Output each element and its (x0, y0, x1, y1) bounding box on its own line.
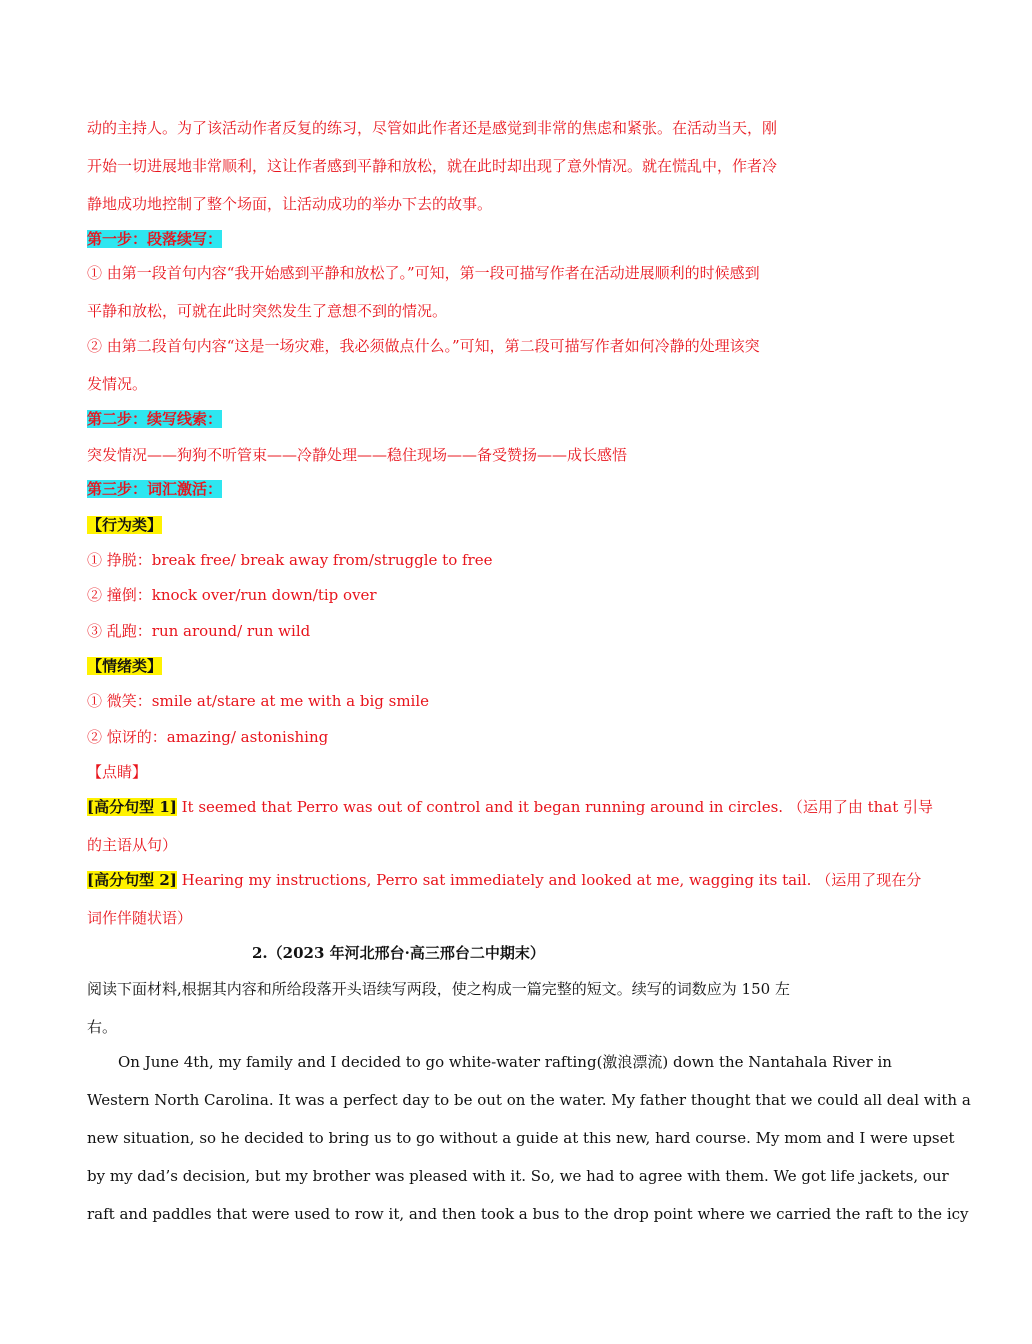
sentence2-label: [高分句型 2] (87, 871, 177, 889)
emotion-item-1: ① 微笑：smile at/stare at me with a big smile (87, 692, 430, 710)
step1-heading-row (87, 229, 867, 249)
sentence1-line2: 的主语从句） (87, 836, 178, 854)
step1-point1-line1: ① 由第一段首句内容“我开始感到平静和放松了。”可知，第一段可描写作者在活动进展顺利的时候感到 (87, 264, 760, 282)
sentence2-line2: 词作伴随状语） (87, 909, 193, 927)
step1-heading: 第一步：段落续写： (87, 230, 223, 248)
passage-line-2: Western North Carolina. It was a perfect day to be out on the water. My father thought that we could all deal with a (87, 1091, 971, 1109)
sentence1-label: [高分句型 1] (87, 798, 177, 816)
emotion-tag: 【情绪类】 (87, 657, 163, 675)
emotion-tag-row (87, 656, 867, 676)
step3-heading: 第三步：词汇激活： (87, 480, 223, 498)
behavior-item-3: ③ 乱跑：run around/ run wild (87, 622, 311, 640)
step2-heading-row (87, 409, 867, 429)
question2-instruction-line2: 右。 (87, 1018, 118, 1036)
passage-line-4: by my dad’s decision, but my brother was pleased with it. So, we had to agree with them. We got life jackets, our (87, 1167, 949, 1185)
sentence1-line1 (87, 797, 934, 817)
question2-title: 2.（2023 年河北邢台·高三邢台二中期末） (252, 944, 545, 962)
step1-point2-line2: 发情况。 (87, 375, 148, 393)
behavior-item-1: ① 挣脱：break free/ break away from/struggle to free (87, 551, 493, 569)
sentence2-line1 (87, 870, 922, 890)
behavior-tag: 【行为类】 (87, 516, 163, 534)
passage-line-3: new situation, so he decided to bring us to go without a guide at this new, hard course. My mom and I were upset (87, 1129, 955, 1147)
step1-point1-line2: 平静和放松，可就在此时突然发生了意想不到的情况。 (87, 302, 448, 320)
highlight-tag: 【点睛】 (87, 763, 148, 781)
passage-line-5: raft and paddles that were used to row it, and then took a bus to the drop point where we carried the raft to the icy (87, 1205, 969, 1223)
passage-line-1: On June 4th, my family and I decided to go white-water rafting(激浪漂流) down the Nantahala River in (118, 1053, 892, 1071)
question2-instruction-line1: 阅读下面材料,根据其内容和所给段落开头语续写两段，使之构成一篇完整的短文。续写的词数应为 150 左 (87, 980, 790, 998)
summary-line-1: 动的主持人。为了该活动作者反复的练习，尽管如此作者还是感觉到非常的焦虑和紧张。在活动当天，刚 (87, 119, 778, 137)
step2-clue: 突发情况——狗狗不听管束——冷静处理——稳住现场——备受赞扬——成长感悟 (87, 446, 628, 464)
step1-point2-line1: ② 由第二段首句内容“这是一场灾难，我必须做点什么。”可知，第二段可描写作者如何冷静的处理该突 (87, 337, 760, 355)
behavior-item-2: ② 撞倒：knock over/run down/tip over (87, 586, 377, 604)
summary-line-3: 静地成功地控制了整个场面，让活动成功的举办下去的故事。 (87, 195, 493, 213)
emotion-item-2: ② 惊讶的：amazing/ astonishing (87, 728, 329, 746)
step3-heading-row (87, 479, 867, 499)
step2-heading: 第二步：续写线索： (87, 410, 223, 428)
sentence2-text: Hearing my instructions, Perro sat immediately and looked at me, wagging its tail. （运用了现在分 (176, 871, 922, 889)
behavior-tag-row (87, 515, 867, 535)
summary-line-2: 开始一切进展地非常顺利，这让作者感到平静和放松，就在此时却出现了意外情况。就在慌乱中，作者冷 (87, 157, 778, 175)
sentence1-text: It seemed that Perro was out of control and it began running around in circles. （运用了由 that 引导 (176, 798, 934, 816)
